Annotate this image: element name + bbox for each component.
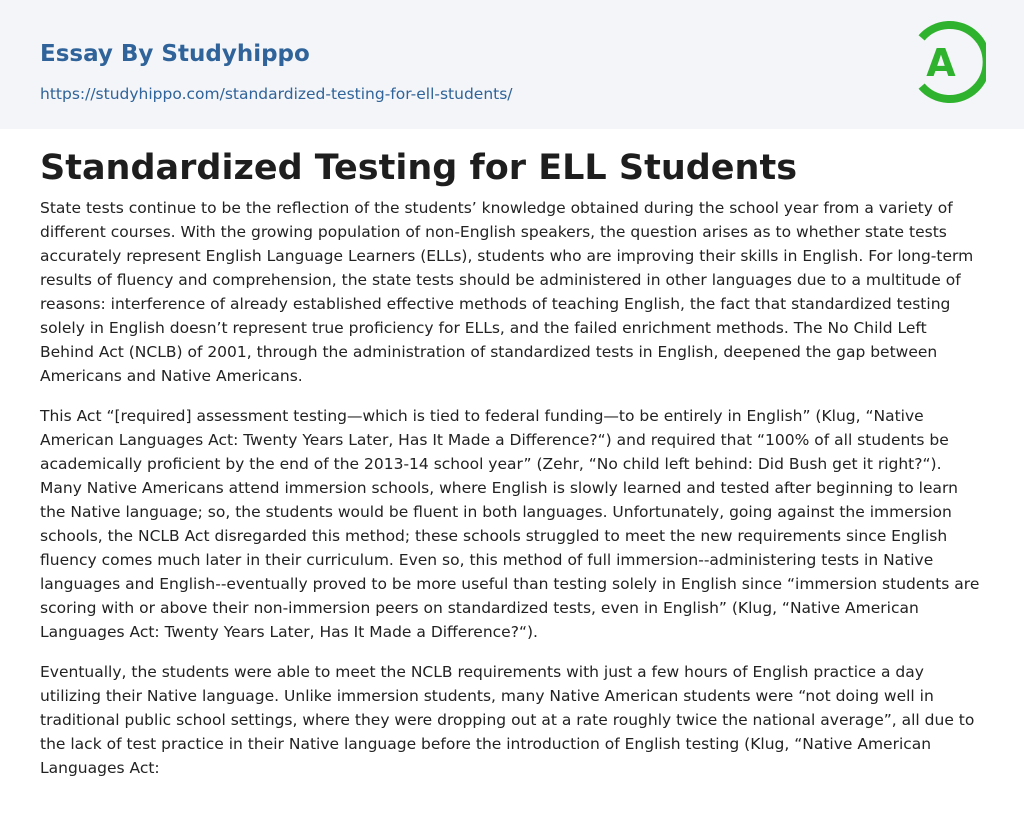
site-brand[interactable]: Essay By Studyhippo <box>40 41 310 67</box>
article-paragraph-2: This Act “[required] assessment testing—which is tied to federal funding—to be entirely in English” (Klug, “Native American Languages Act: Twenty Years Later, Has It Made a Difference?“) and required that “100% of all students be academically proficient by the end of the 2013-14 school year” (Zehr, “No child left behind: Did Bush get it right?“). Many Native Americans attend immersion schools, where English is slowly learned and tested after beginning to learn the Native language; so, the students would be fluent in both languages. Unfortunately, going against the immersion schools, the NCLB Act disregarded this method; these schools struggled to meet the new requirements since English fluency comes much later in their curriculum. Even so, this method of full immersion--administering tests in Native languages and English--eventually proved to be more useful than testing solely in English since “immersion students are scoring with or above their non-immersion peers on standardized tests, even in English” (Klug, “Native American Languages Act: Twenty Years Later, Has It Made a Difference?“). <box>40 407 980 641</box>
page-url-link[interactable]: https://studyhippo.com/standardized-testing-for-ell-students/ <box>40 85 513 103</box>
page-title: Standardized Testing for ELL Students <box>40 148 798 188</box>
logo-letter: A <box>926 41 956 85</box>
article-paragraph-1: State tests continue to be the reflection of the students’ knowledge obtained during the school year from a variety of different courses. With the growing population of non-English speakers, the question arises as to whether state tests accurately represent English Language Learners (ELLs), students who are improving their skills in English. For long-term results of fluency and comprehension, the state tests should be administered in other languages due to a multitude of reasons: interference of already established effective methods of teaching English, the fact that standardized testing solely in English doesn’t represent true proficiency for ELLs, and the failed enrichment methods. The No Child Left Behind Act (NCLB) of 2001, through the administration of standardized tests in English, deepened the gap between Americans and Native Americans. <box>40 199 974 385</box>
article-paragraph-3: Eventually, the students were able to meet the NCLB requirements with just a few hours of English practice a day utilizing their Native language. Unlike immersion students, many Native American students were “not doing well in traditional public school settings, where they were dropping out at a rate roughly twice the national average”, all due to the lack of test practice in their Native language before the introduction of English testing (Klug, “Native American Languages Act: <box>40 663 975 777</box>
studyhippo-logo-icon[interactable] <box>910 19 986 105</box>
article <box>40 140 985 796</box>
site-header <box>0 0 1024 129</box>
